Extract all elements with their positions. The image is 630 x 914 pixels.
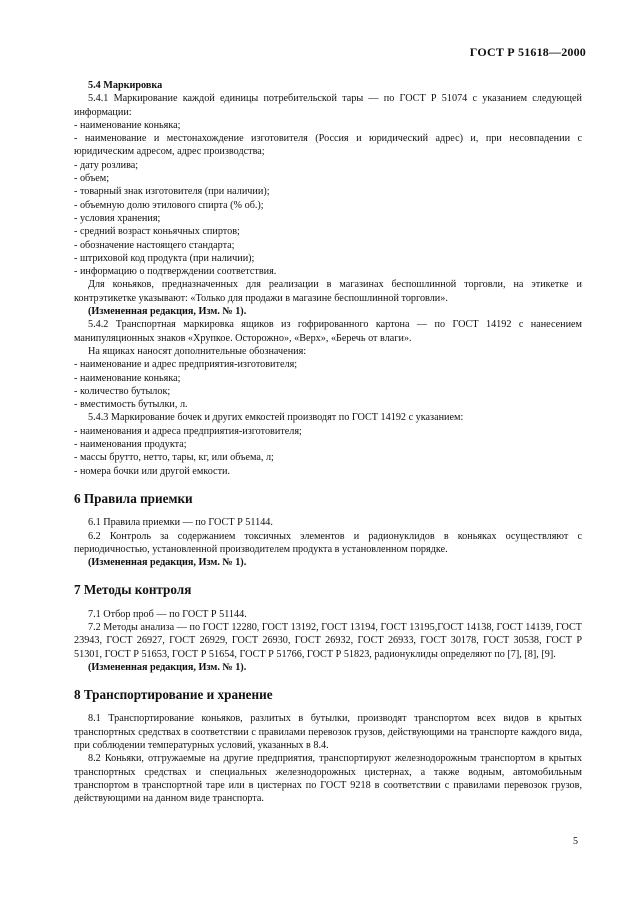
list-item: - средний возраст коньячных спиртов; [74,226,240,238]
document-header: ГОСТ Р 51618—2000 [469,45,586,59]
list-item: - наименования и адреса предприятия-изготовителя; [74,425,302,437]
edition-note: (Измененная редакция, Изм. № 1). [88,661,247,673]
paragraph-7-2: 7.2 Методы анализа — по ГОСТ 12280, ГОСТ 13192, ГОСТ 13194, ГОСТ 13195,ГОСТ 14138, ГОСТ 14139, ГОСТ 23943, ГОСТ 26927, ГОСТ 26929, ГОСТ 26930, ГОСТ 26932, ГОСТ 26933, ГОСТ 30178, ГОСТ 30538, ГОСТ Р 51301, ГОСТ Р 51653, ГОСТ Р 51654, ГОСТ Р 51766, ГОСТ Р 51823, радионуклиды определяют по [7], [8], [9]. [74,621,582,660]
duty-free-paragraph: Для коньяков, предназначенных для реализации в магазинах беспошлинной торговли, на этикетке и контрэтикетке указывают: «Только для продажи в магазине беспошлинной торговли». [74,279,582,304]
edition-note: (Измененная редакция, Изм. № 1). [88,306,247,318]
list-item: - условия хранения; [74,212,161,224]
paragraph-8-1: 8.1 Транспортирование коньяков, разлитых в бутылки, производят транспортом всех видов в крытых транспортных средствах в соответствии с правилами перевозок грузов, действующими на транспорте каждого вида, при соблюдении температурных условий, указанных в 8.4. [74,713,582,752]
paragraph-6-2: 6.2 Контроль за содержанием токсичных элементов и радионуклидов в коньяках осуществляют с периодичностью, установленной производителем продукта в установленном порядке. [74,530,582,555]
list-item: - объемную долю этилового спирта (% об.); [74,199,264,211]
section-8-heading: 8 Транспортирование и хранение [74,687,273,703]
list-item: - информацию о подтверждении соответствия. [74,266,277,278]
boxes-intro: На ящиках наносят дополнительные обозначения: [88,345,307,357]
list-item: - наименование и адрес предприятия-изготовителя; [74,359,298,371]
paragraph-5-4-3: 5.4.3 Маркирование бочек и других емкостей производят по ГОСТ 14192 с указанием: [88,412,464,424]
document-body [74,79,582,806]
list-item: - наименование и местонахождение изготовителя (Россия и юридический адрес) и, при несовпадении с юридическим адресом, адрес производства; [74,133,582,158]
list-item: - наименование коньяка; [74,119,181,131]
page-number: 5 [573,836,578,847]
list-item: - массы брутто, нетто, тары, кг, или объема, л; [74,452,274,464]
list-item: - наименования продукта; [74,439,187,451]
list-item: - наименование коньяка; [74,372,181,384]
list-item: - дату розлива; [74,159,139,171]
list-item: - товарный знак изготовителя (при наличии); [74,186,270,198]
paragraph-5-4-1: 5.4.1 Маркирование каждой единицы потребительской тары — по ГОСТ Р 51074 с указанием следующей информации: [74,93,582,118]
paragraph-7-1: 7.1 Отбор проб — по ГОСТ Р 51144. [88,608,247,620]
list-item: - объем; [74,173,110,185]
list-item: - вместимость бутылки, л. [74,399,188,411]
paragraph-6-1: 6.1 Правила приемки — по ГОСТ Р 51144. [88,517,273,529]
paragraph-8-2: 8.2 Коньяки, отгружаемые на другие предприятия, транспортируют железнодорожным транспортом в крытых транспортных средствах и специальных железнодорожных цистернах, а также водным, автомобильным транспортом в транспортной таре или в цистернах по ГОСТ 9218 в соответствии с правилами перевозок грузов, действующими на данном виде транспорта. [74,753,582,805]
list-item: - обозначение настоящего стандарта; [74,239,235,251]
list-item: - штриховой код продукта (при наличии); [74,252,255,264]
section-7-heading: 7 Методы контроля [74,582,192,598]
list-item: - количество бутылок; [74,385,171,397]
section-5-4-title: 5.4 Маркировка [88,80,163,91]
list-item: - номера бочки или другой емкости. [74,465,231,477]
paragraph-5-4-2: 5.4.2 Транспортная маркировка ящиков из гофрированного картона — по ГОСТ 14192 с нанесением манипуляционных знаков «Хрупкое. Осторожно», «Верх», «Беречь от влаги». [74,319,582,344]
edition-note: (Измененная редакция, Изм. № 1). [88,557,247,569]
section-6-heading: 6 Правила приемки [74,490,193,506]
